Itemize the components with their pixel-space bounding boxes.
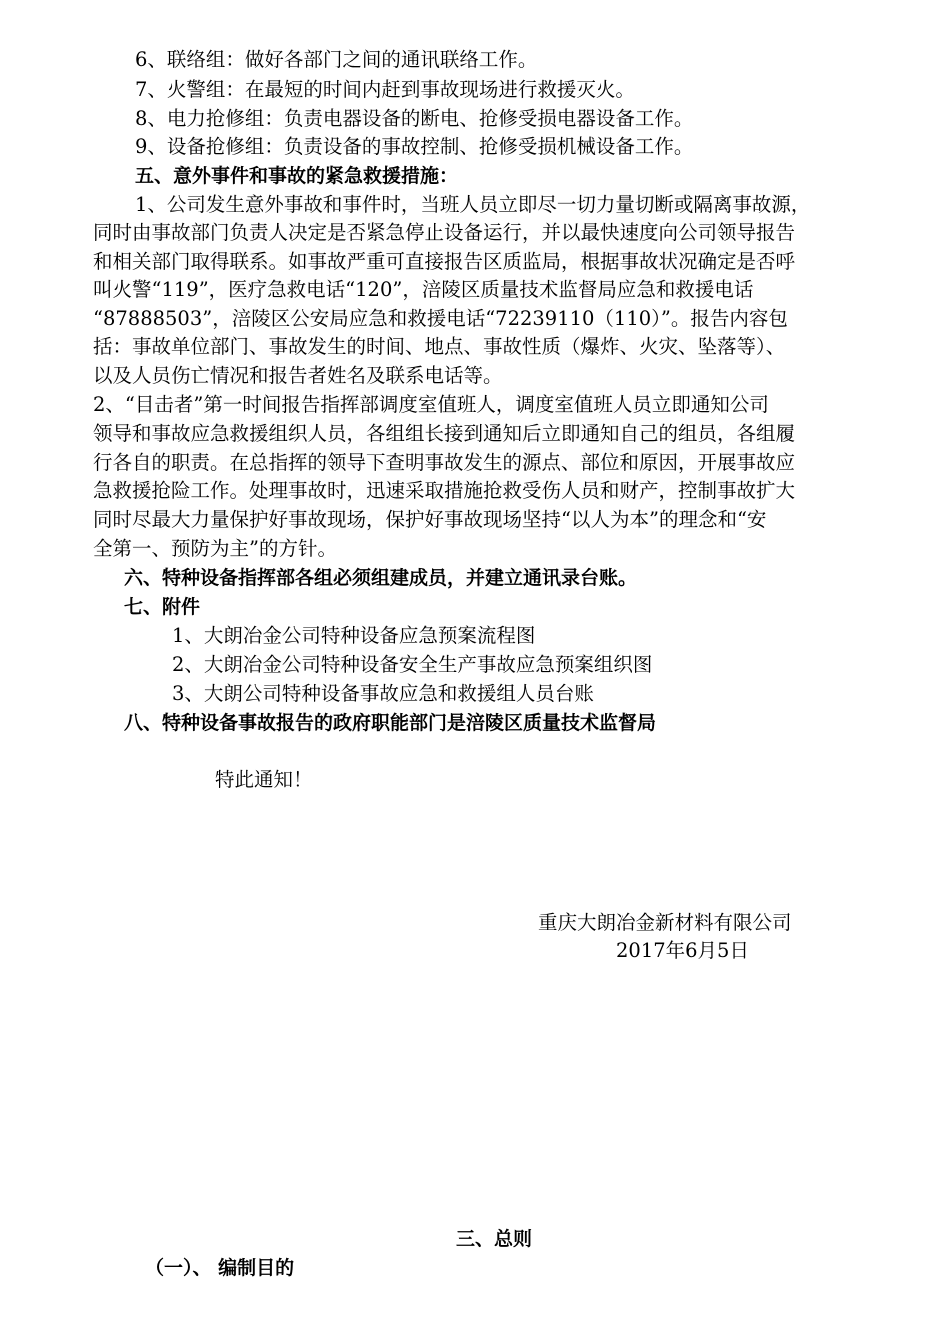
group-item-7: 7、火警组：在最短的时间内赶到事故现场进行救援灭火。 [135,78,635,101]
paragraph-line: 同时尽最大力量保护好事故现场，保护好事故现场坚持“以人为本”的理念和“安 [93,508,767,531]
closing-notice: 特此通知！ [215,768,313,791]
attachment-item-1: 1、大朗冶金公司特种设备应急预案流程图 [172,624,536,647]
signature-company: 重庆大朗冶金新材料有限公司 [538,911,792,934]
section-7-heading: 七、附件 [124,596,201,618]
section-8-heading: 八、特种设备事故报告的政府职能部门是涪陵区质量技术监督局 [124,712,657,734]
paragraph-line: 同时由事故部门负责人决定是否紧急停止设备运行，并以最快速度向公司领导报告 [93,221,796,244]
section-6-heading: 六、特种设备指挥部各组必须组建成员，并建立通讯录台账。 [124,567,638,589]
paragraph-line: 急救援抢险工作。处理事故时，迅速采取措施抢救受伤人员和财产，控制事故扩大 [93,479,796,502]
paragraph-line: “87888503”，涪陵区公安局应急和救援电话“72239110（110）”。报告内容包 [93,307,788,330]
signature-date: 2017年6月5日 [616,939,749,962]
paragraph-line: 1、公司发生意外事故和事件时，当班人员立即尽一切力量切断或隔离事故源， [135,193,811,216]
paragraph-line: 领导和事故应急救援组织人员，各组组长接到通知后立即通知自己的组员，各组履 [93,422,796,445]
next-page-subheading: （一）、 编制目的 [145,1257,295,1279]
section-5-heading: 五、意外事件和事故的紧急救援措施： [135,165,459,187]
group-item-9: 9、设备抢修组：负责设备的事故控制、抢修受损机械设备工作。 [135,135,694,158]
next-page-title: 三、总则 [456,1228,533,1250]
group-item-8: 8、电力抢修组：负责电器设备的断电、抢修受损电器设备工作。 [135,107,694,130]
paragraph-line: 行各自的职责。在总指挥的领导下查明事故发生的源点、部位和原因，开展事故应 [93,451,796,474]
attachment-item-2: 2、大朗冶金公司特种设备安全生产事故应急预案组织图 [172,653,653,676]
paragraph-line: 叫火警“119”，医疗急救电话“120”，涪陵区质量技术监督局应急和救援电话 [93,278,754,301]
group-item-6: 6、联络组：做好各部门之间的通讯联络工作。 [135,48,538,71]
attachment-item-3: 3、大朗公司特种设备事故应急和救援组人员台账 [172,682,594,705]
paragraph-line: 2、“目击者”第一时间报告指挥部调度室值班人，调度室值班人员立即通知公司 [93,393,769,416]
paragraph-line: 和相关部门取得联系。如事故严重可直接报告区质监局，根据事故状况确定是否呼 [93,250,796,273]
paragraph-line: 括：事故单位部门、事故发生的时间、地点、事故性质（爆炸、火灾、坠落等）、 [93,335,786,358]
paragraph-line: 以及人员伤亡情况和报告者姓名及联系电话等。 [93,364,503,387]
paragraph-line: 全第一、预防为主”的方针。 [93,537,337,560]
